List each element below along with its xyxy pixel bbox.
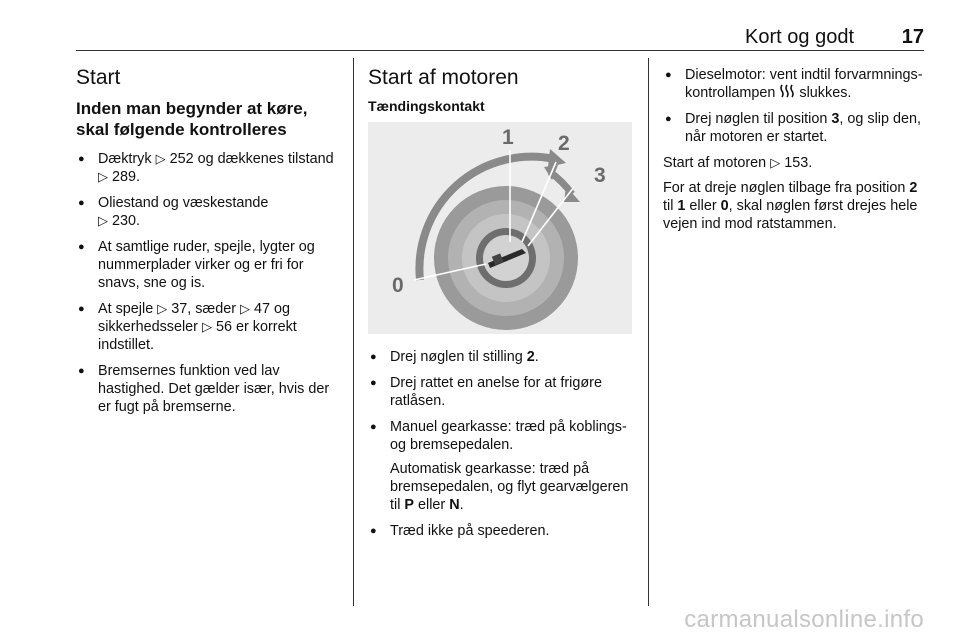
list-item: ● Drej nøglen til position 3, og slip den, når motoren er startet.	[663, 110, 931, 146]
page-number: 17	[901, 26, 924, 48]
list-item: ● At samtlige ruder, spejle, lygter og nummerplader virker og er fri for snavs, sne og is.	[76, 238, 344, 292]
page-header	[76, 26, 924, 48]
column-2	[368, 60, 638, 548]
reference-arrow-icon: ▷	[201, 319, 212, 334]
checklist	[76, 150, 344, 416]
position-label-2: 2	[558, 132, 570, 155]
start-steps-continued	[663, 66, 931, 146]
list-item: ● Dæktryk ▷ 252 og dækkenes tilstand ▷ 289.	[76, 150, 344, 186]
ignition-heading: Tændingskontakt	[368, 98, 485, 114]
reference-arrow-icon: ▷	[240, 301, 251, 316]
ignition-switch-figure	[368, 122, 632, 334]
position-label-1: 1	[502, 126, 514, 149]
reference-arrow-icon: ▷	[155, 151, 166, 166]
header-rule	[76, 50, 924, 51]
reference-arrow-icon: ▷	[157, 301, 168, 316]
list-item: ● Manuel gearkasse: træd på koblings- og bremsepedalen. Automatisk gearkasse: træd på bremsepedalen, og flyt gearvælgeren til P eller N.	[368, 418, 638, 514]
key-return-paragraph: For at dreje nøglen tilbage fra position 2 til 1 eller 0, skal nøglen først drejes hele vejen ind mod ratstammen.	[663, 180, 918, 232]
page-title: Start	[76, 66, 121, 89]
column-divider-1	[353, 58, 354, 606]
list-item: ● Drej rattet en anelse for at frigøre ratlåsen.	[368, 374, 638, 410]
page-reference[interactable]: 289	[112, 169, 137, 185]
column-divider-2	[648, 58, 649, 606]
column-1	[76, 60, 344, 424]
reference-arrow-icon: ▷	[98, 169, 108, 184]
list-item: ● Dieselmotor: vent indtil forvarmnings-kontrollampen slukkes.	[663, 66, 931, 102]
checklist-heading: Inden man begynder at køre, skal følgende kontrolleres	[76, 99, 308, 139]
page-reference[interactable]: 37	[171, 301, 188, 317]
reference-paragraph: Start af motoren ▷ 153.	[663, 155, 813, 171]
preheat-glow-plug-icon	[779, 84, 795, 98]
page-reference[interactable]: 153	[784, 155, 809, 171]
column-3	[663, 66, 931, 240]
position-label-3: 3	[594, 164, 606, 187]
ignition-switch-illustration	[368, 122, 632, 334]
list-item: ● Drej nøglen til stilling 2.	[368, 348, 638, 366]
reference-arrow-icon: ▷	[98, 213, 108, 228]
watermark: carmanualsonline.info	[684, 606, 924, 633]
reference-arrow-icon: ▷	[770, 155, 781, 170]
page-reference[interactable]: 47	[254, 301, 271, 317]
page-reference[interactable]: 252	[169, 151, 194, 167]
list-item: ● Træd ikke på speederen.	[368, 522, 638, 540]
list-item: ● Oliestand og væskestande ▷ 230.	[76, 194, 344, 230]
list-item: ● Bremsernes funktion ved lav hastighed. Det gælder især, hvis der er fugt på bremserne.	[76, 362, 344, 416]
section-title: Start af motoren	[368, 66, 519, 89]
position-label-0: 0	[392, 274, 404, 297]
start-steps	[368, 348, 638, 540]
page-reference[interactable]: 230	[112, 213, 137, 229]
page-reference[interactable]: 56	[215, 319, 232, 335]
section-name: Kort og godt	[745, 26, 854, 48]
list-item: ● At spejle ▷ 37, sæder ▷ 47 og sikkerhedsseler ▷ 56 er korrekt indstillet.	[76, 300, 344, 354]
